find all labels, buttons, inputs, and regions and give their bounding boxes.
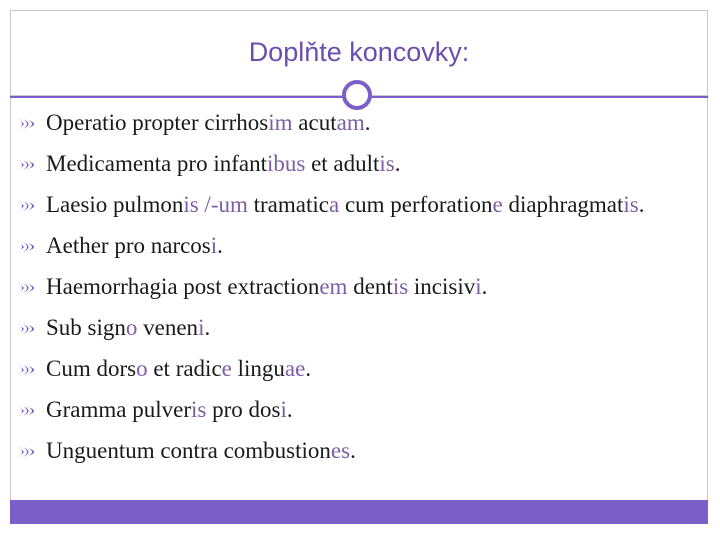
- word-ending: a: [328, 192, 340, 217]
- word-ending: i: [210, 233, 218, 258]
- item-text: cum perforation: [339, 192, 493, 217]
- item-text: Gramma pulver: [46, 397, 191, 422]
- item-text: et adult: [305, 151, 380, 176]
- item-text: pro dos: [206, 397, 281, 422]
- word-ending: im: [268, 110, 293, 135]
- item-text: .: [638, 192, 645, 217]
- exercise-list: [14, 106, 704, 475]
- list-item: [14, 352, 704, 386]
- word-ending: o: [136, 356, 148, 381]
- item-text: .: [217, 233, 223, 258]
- item-text: .: [305, 356, 312, 381]
- item-text: .: [394, 151, 401, 176]
- item-text: .: [286, 397, 293, 422]
- item-text: dent: [347, 274, 393, 299]
- word-ending: am: [336, 110, 365, 135]
- item-text: Operatio propter cirrhos: [46, 110, 269, 135]
- item-text: Sub sign: [46, 315, 126, 340]
- word-ending: is: [392, 274, 409, 299]
- footer-bar: [10, 500, 708, 524]
- item-text: .: [481, 274, 488, 299]
- item-text: venen: [137, 315, 199, 340]
- bullet-arrow-icon: [16, 239, 42, 255]
- item-text: lingu: [231, 356, 285, 381]
- item-text: Laesio pulmon: [46, 192, 184, 217]
- bullet-arrow-icon: [16, 321, 42, 337]
- item-text: Aether pro narcos: [46, 233, 211, 258]
- word-ending: ibus: [266, 151, 306, 176]
- bullet-arrow-icon: [16, 403, 42, 419]
- bullet-arrow-icon: [16, 116, 42, 132]
- list-item: [14, 270, 704, 304]
- word-ending: is: [623, 192, 639, 217]
- list-item: [14, 229, 704, 263]
- bullet-arrow-icon: [16, 198, 42, 214]
- bullet-arrow-icon: [16, 444, 42, 460]
- word-ending: is: [190, 397, 207, 422]
- item-text: Medicamenta pro infant: [46, 151, 267, 176]
- item-text: .: [364, 110, 371, 135]
- word-ending: ae: [284, 356, 306, 381]
- slide-title: Doplňte koncovky:: [248, 37, 470, 67]
- item-text: acut: [292, 110, 337, 135]
- word-ending: i: [475, 274, 482, 299]
- list-item: [14, 434, 704, 468]
- list-item: [14, 393, 704, 427]
- word-ending: o: [125, 315, 138, 340]
- word-ending: is /-um: [183, 192, 248, 217]
- item-text: tramatic: [247, 192, 329, 217]
- item-text: diaphragmat: [502, 192, 624, 217]
- bullet-arrow-icon: [16, 362, 42, 378]
- word-ending: e: [492, 192, 503, 217]
- list-item: [14, 147, 704, 181]
- list-item: [14, 106, 704, 140]
- item-text: Cum dors: [46, 356, 137, 381]
- word-ending: es: [330, 438, 351, 463]
- item-text: Haemorrhagia post extraction: [46, 274, 320, 299]
- word-ending: is: [379, 151, 395, 176]
- bullet-arrow-icon: [16, 157, 42, 173]
- item-text: .: [204, 315, 211, 340]
- list-item: [14, 188, 704, 222]
- word-ending: i: [280, 397, 287, 422]
- word-ending: em: [319, 274, 348, 299]
- word-ending: e: [221, 356, 232, 381]
- item-text: incisiv: [408, 274, 476, 299]
- item-text: .: [350, 438, 356, 463]
- word-ending: i: [198, 315, 205, 340]
- item-text: et radic: [147, 356, 222, 381]
- list-item: [14, 311, 704, 345]
- item-text: Unguentum contra combustion: [46, 438, 331, 463]
- bullet-arrow-icon: [16, 280, 42, 296]
